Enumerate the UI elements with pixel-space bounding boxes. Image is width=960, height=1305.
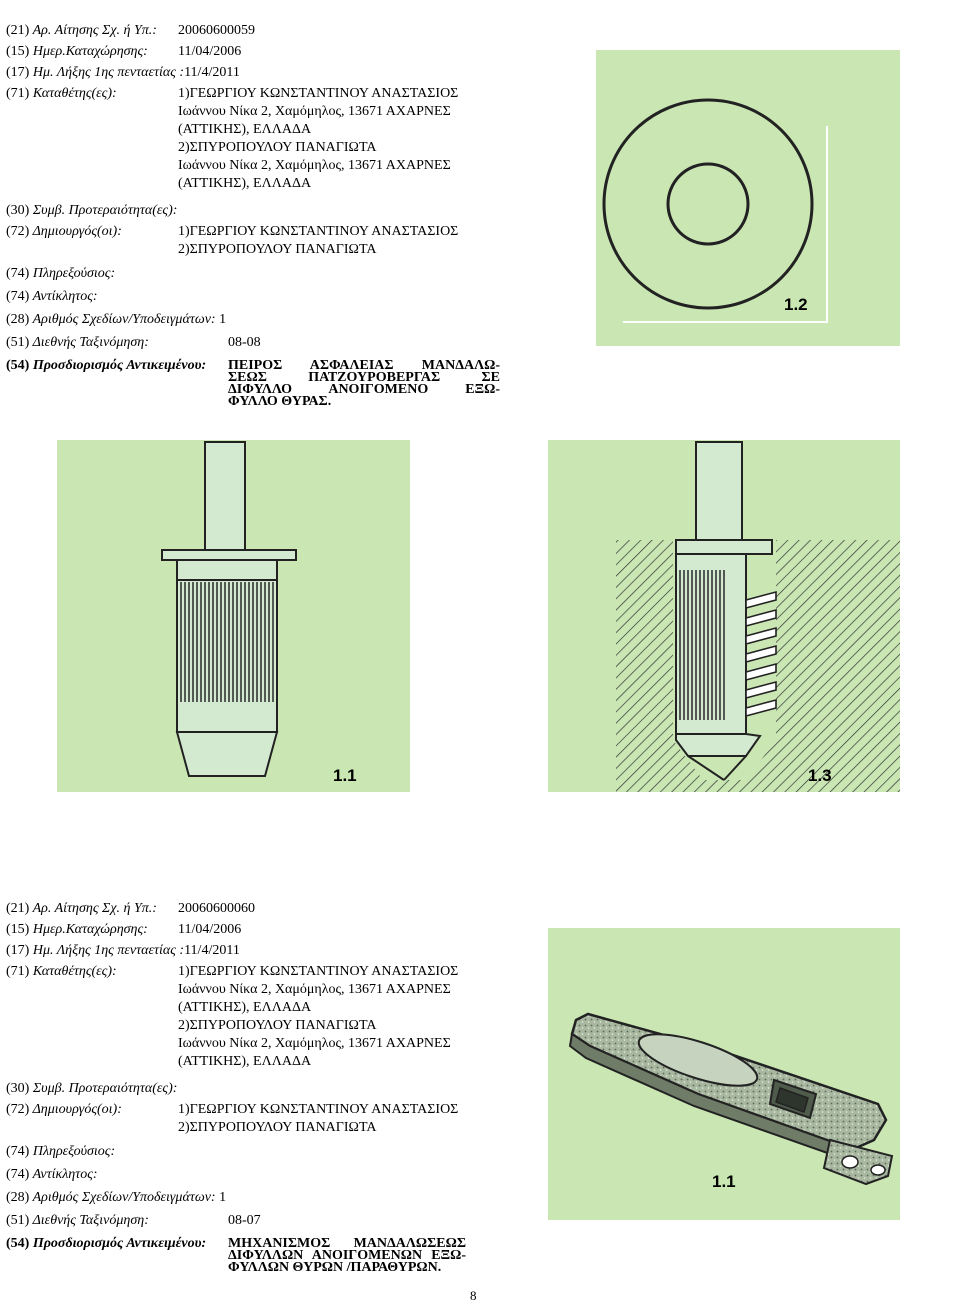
designers-row: (72) Δημιουργός(οι): 1)ΓΕΩΡΓΙΟΥ ΚΩΝΣΤΑΝΤΙΝΟΥ ΑΝΑΣΤΑΣΙΟΣ 2)ΣΠΥΡΟΠΟΥΛΟΥ ΠΑΝΑΓΙΩΤΑ [6, 1102, 459, 1135]
page-number: 8 [470, 1288, 477, 1303]
applicant-line: 2)ΣΠΥΡΟΠΟΥΛΟΥ ΠΑΝΑΓΙΩΤΑ [178, 1018, 377, 1033]
app-number: 20060600059 [178, 23, 255, 38]
designer-line: 1)ΓΕΩΡΓΙΟΥ ΚΩΝΣΤΑΝΤΙΝΟΥ ΑΝΑΣΤΑΣΙΟΣ [178, 1102, 459, 1117]
class-row: (51) Διεθνής Ταξινόμηση: 08-08 [6, 335, 261, 350]
applicant-line: Ιωάννου Νίκα 2, Χαμόμηλος, 13671 ΑΧΑΡΝΕΣ [178, 982, 451, 997]
drawings-count: 1 [219, 1190, 227, 1205]
designer-line: 2)ΣΠΥΡΟΠΟΥΛΟΥ ΠΑΝΑΓΙΩΤΑ [178, 242, 377, 257]
app-number-row: (21) Αρ. Αίτησης Σχ. ή Υπ.: 20060600059 [6, 23, 255, 38]
figure-1-3-panel [548, 440, 900, 792]
classification: 08-07 [228, 1213, 261, 1228]
designer-line: 2)ΣΠΥΡΟΠΟΥΛΟΥ ΠΑΝΑΓΙΩΤΑ [178, 1120, 377, 1135]
applicant-line: (ΑΤΤΙΚΗΣ), ΕΛΛΑΔΑ [178, 1054, 312, 1069]
applicant-line: Ιωάννου Νίκα 2, Χαμόμηλος, 13671 ΑΧΑΡΝΕΣ [178, 1036, 451, 1051]
representative-row: (74) Αντίκλητος: [6, 289, 98, 304]
figure-1-2-panel [596, 50, 900, 346]
expiry-date: 11/4/2011 [184, 943, 240, 958]
expiry-row: (17) Ημ. Λήξης 1ης πενταετίας :11/4/2011 [6, 65, 240, 80]
classification: 08-08 [228, 335, 261, 350]
filing-date-row: (15) Ημερ.Καταχώρησης: 11/04/2006 [6, 922, 242, 937]
figure-label: 1.2 [784, 295, 808, 314]
filing-date-row: (15) Ημερ.Καταχώρησης: 11/04/2006 [6, 44, 242, 59]
designer-line: 1)ΓΕΩΡΓΙΟΥ ΚΩΝΣΤΑΝΤΙΝΟΥ ΑΝΑΣΤΑΣΙΟΣ [178, 224, 459, 239]
entry-1-metadata [6, 22, 500, 417]
filing-date: 11/04/2006 [178, 44, 242, 59]
expiry-row: (17) Ημ. Λήξης 1ης πενταετίας :11/4/2011 [6, 943, 240, 958]
object-title: ΠΕΙΡΟΣ ΑΣΦΑΛΕΙΑΣ ΜΑΝΔΑΛΩ- ΣΕΩΣ ΠΑΤΖΟΥΡΟΒΕΡΓΑΣ ΣΕ ΔΙΦΥΛΛΟ ΑΝΟΙΓΟΜΕΝΟ ΕΞΩ- ΦΥΛΛΟ ΘΥΡΑΣ. [228, 358, 500, 409]
title-row: (54) Προσδιορισμός Αντικειμένου: ΠΕΙΡΟΣ ΑΣΦΑΛΕΙΑΣ ΜΑΝΔΑΛΩ- ΣΕΩΣ ΠΑΤΖΟΥΡΟΒΕΡΓΑΣ ΣΕ ΔΙΦΥΛΛΟ ΑΝΟΙΓΟΜΕΝΟ ΕΞΩ- ΦΥΛΛΟ ΘΥΡΑΣ. [6, 358, 500, 409]
class-row: (51) Διεθνής Ταξινόμηση: 08-07 [6, 1213, 261, 1228]
washer-drawing [596, 50, 900, 346]
applicants-row: (71) Καταθέτης(ες): 1)ΓΕΩΡΓΙΟΥ ΚΩΝΣΤΑΝΤΙΝΟΥ ΑΝΑΣΤΑΣΙΟΣ Ιωάννου Νίκα 2, Χαμόμηλος, 13671 ΑΧΑΡΝΕΣ (ΑΤΤΙΚΗΣ), ΕΛΛΑΔΑ 2)ΣΠΥΡΟΠΟΥΛΟΥ ΠΑΝΑΓΙΩΤΑ Ιωάννου Νίκα 2, Χαμόμηλος, 13671 ΑΧΑΡΝΕΣ (ΑΤΤΙΚΗΣ), ΕΛΛΑΔΑ [6, 964, 459, 1069]
applicant-line: (ΑΤΤΙΚΗΣ), ΕΛΛΑΔΑ [178, 1000, 312, 1015]
filing-date: 11/04/2006 [178, 922, 242, 937]
applicant-line: Ιωάννου Νίκα 2, Χαμόμηλος, 13671 ΑΧΑΡΝΕΣ [178, 158, 451, 173]
agent-row: (74) Πληρεξούσιος: [6, 266, 116, 281]
priority-row: (30) Συμβ. Προτεραιότητα(ες): [6, 203, 178, 218]
applicant-line: 2)ΣΠΥΡΟΠΟΥΛΟΥ ΠΑΝΑΓΙΩΤΑ [178, 140, 377, 155]
drawings-count-row: (28) Αριθμός Σχεδίων/Υποδειγμάτων: 1 [6, 312, 227, 327]
applicant-line: (ΑΤΤΙΚΗΣ), ΕΛΛΑΔΑ [178, 176, 312, 191]
figure-label: 1.1 [333, 766, 357, 785]
agent-row: (74) Πληρεξούσιος: [6, 1144, 116, 1159]
expiry-date: 11/4/2011 [184, 65, 240, 80]
figure-2-1-1-panel [548, 928, 900, 1220]
applicants-row: (71) Καταθέτης(ες): 1)ΓΕΩΡΓΙΟΥ ΚΩΝΣΤΑΝΤΙΝΟΥ ΑΝΑΣΤΑΣΙΟΣ Ιωάννου Νίκα 2, Χαμόμηλος, 13671 ΑΧΑΡΝΕΣ (ΑΤΤΙΚΗΣ), ΕΛΛΑΔΑ 2)ΣΠΥΡΟΠΟΥΛΟΥ ΠΑΝΑΓΙΩΤΑ Ιωάννου Νίκα 2, Χαμόμηλος, 13671 ΑΧΑΡΝΕΣ (ΑΤΤΙΚΗΣ), ΕΛΛΑΔΑ [6, 86, 459, 191]
figure-label: 1.1 [712, 1172, 736, 1191]
object-title: ΜΗΧΑΝΙΣΜΟΣ ΜΑΝΔΑΛΩΣΕΩΣ ΔΙΦΥΛΛΩΝ ΑΝΟΙΓΟΜΕΝΩΝ ΕΞΩ- ΦΥΛΛΩΝ ΘΥΡΩΝ /ΠΑΡΑΘΥΡΩΝ. [228, 1236, 466, 1275]
applicant-line: Ιωάννου Νίκα 2, Χαμόμηλος, 13671 ΑΧΑΡΝΕΣ [178, 104, 451, 119]
representative-row: (74) Αντίκλητος: [6, 1167, 98, 1182]
designers-row: (72) Δημιουργός(οι): 1)ΓΕΩΡΓΙΟΥ ΚΩΝΣΤΑΝΤΙΝΟΥ ΑΝΑΣΤΑΣΙΟΣ 2)ΣΠΥΡΟΠΟΥΛΟΥ ΠΑΝΑΓΙΩΤΑ [6, 224, 459, 257]
drawings-count: 1 [219, 312, 227, 327]
figure-1-1-panel [57, 440, 410, 792]
section-drawing [548, 440, 900, 792]
app-number: 20060600060 [178, 901, 255, 916]
drawings-count-row: (28) Αριθμός Σχεδίων/Υποδειγμάτων: 1 [6, 1190, 227, 1205]
app-number-row: (21) Αρ. Αίτησης Σχ. ή Υπ.: 20060600060 [6, 901, 255, 916]
pin-drawing [57, 440, 410, 792]
applicant-line: 1)ΓΕΩΡΓΙΟΥ ΚΩΝΣΤΑΝΤΙΝΟΥ ΑΝΑΣΤΑΣΙΟΣ [178, 86, 459, 101]
priority-row: (30) Συμβ. Προτεραιότητα(ες): [6, 1081, 178, 1096]
title-row: (54) Προσδιορισμός Αντικειμένου: ΜΗΧΑΝΙΣΜΟΣ ΜΑΝΔΑΛΩΣΕΩΣ ΔΙΦΥΛΛΩΝ ΑΝΟΙΓΟΜΕΝΩΝ ΕΞΩ- ΦΥΛΛΩΝ ΘΥΡΩΝ /ΠΑΡΑΘΥΡΩΝ. [6, 1236, 466, 1275]
entry-2-metadata [6, 900, 496, 1279]
figure-label: 1.3 [808, 766, 832, 785]
applicant-line: 1)ΓΕΩΡΓΙΟΥ ΚΩΝΣΤΑΝΤΙΝΟΥ ΑΝΑΣΤΑΣΙΟΣ [178, 964, 459, 979]
applicant-line: (ΑΤΤΙΚΗΣ), ΕΛΛΑΔΑ [178, 122, 312, 137]
